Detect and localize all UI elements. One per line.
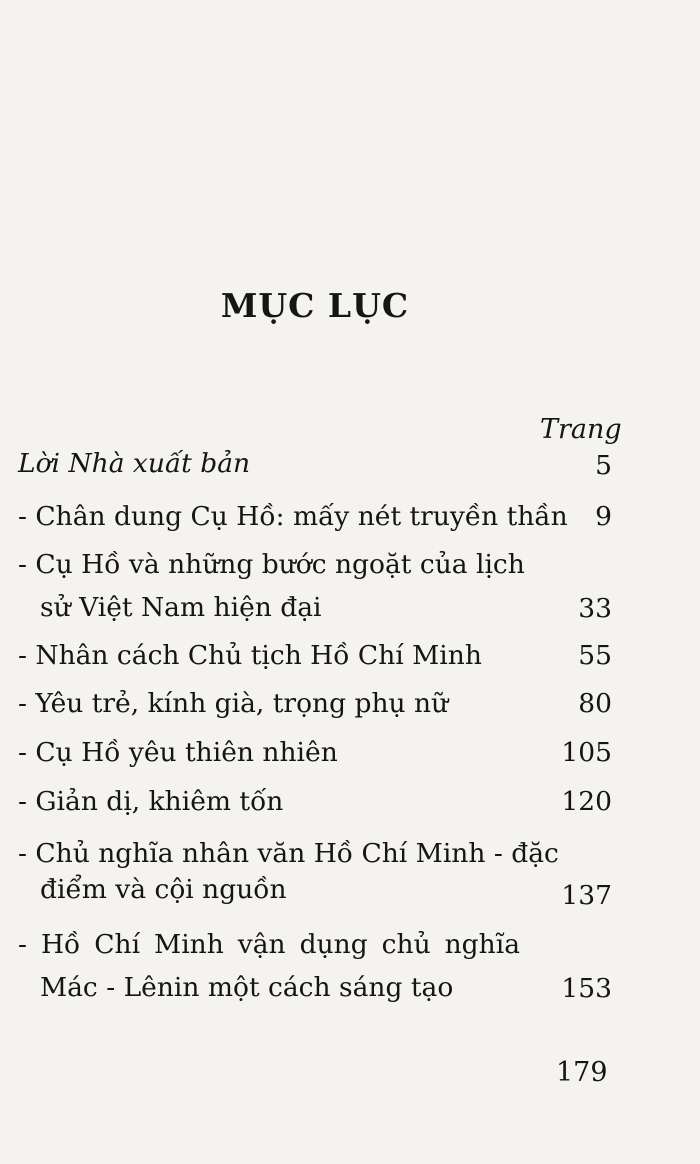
toc-entry-page: 120 xyxy=(561,786,612,817)
toc-entry[interactable] xyxy=(18,684,612,724)
toc-entry[interactable] xyxy=(18,636,612,676)
toc-entry-title: - Hồ Chí Minh vận dụng chủ nghĩa xyxy=(18,929,520,960)
toc-entry-page: 153 xyxy=(561,973,612,1004)
toc-entry-title: - Cụ Hồ và những bước ngoặt của lịch xyxy=(18,549,525,580)
toc-entry-title: - Yêu trẻ, kính già, trọng phụ nữ xyxy=(18,688,449,719)
toc-entry-page: 5 xyxy=(595,450,612,481)
toc-entry-page: 33 xyxy=(578,593,612,624)
toc-entry-title-cont: điểm và cội nguồn xyxy=(40,874,287,905)
toc-entry-title-cont: Mác - Lênin một cách sáng tạo xyxy=(40,972,454,1003)
toc-entry[interactable] xyxy=(18,925,612,1009)
toc-entry[interactable] xyxy=(18,545,612,629)
toc-entry-title: - Nhân cách Chủ tịch Hồ Chí Minh xyxy=(18,640,482,671)
page-title: MỤC LỤC xyxy=(220,286,410,325)
toc-entry[interactable] xyxy=(18,782,612,822)
toc-entry-title: Lời Nhà xuất bản xyxy=(18,448,251,479)
toc-entry-title: - Chủ nghĩa nhân văn Hồ Chí Minh - đặc xyxy=(18,838,559,869)
toc-entry-intro[interactable] xyxy=(18,444,612,484)
toc-entry-page: 9 xyxy=(595,501,612,532)
toc-entry-page: 80 xyxy=(578,688,612,719)
toc-entry[interactable] xyxy=(18,834,612,918)
toc-entry-page: 105 xyxy=(561,737,612,768)
toc-entry[interactable] xyxy=(18,497,612,537)
toc-entry-title: - Cụ Hồ yêu thiên nhiên xyxy=(18,737,338,768)
toc-entry[interactable] xyxy=(18,733,612,773)
toc-entry-page: 55 xyxy=(578,640,612,671)
toc-entry-title-cont: sử Việt Nam hiện đại xyxy=(40,592,322,623)
page-number: 179 xyxy=(556,1057,608,1088)
toc-entry-title: - Chân dung Cụ Hồ: mấy nét truyền thần xyxy=(18,501,568,532)
toc-entry-page: 137 xyxy=(561,880,612,911)
toc-entry-title: - Giản dị, khiêm tốn xyxy=(18,786,284,817)
page-column-label: Trang xyxy=(540,414,622,445)
